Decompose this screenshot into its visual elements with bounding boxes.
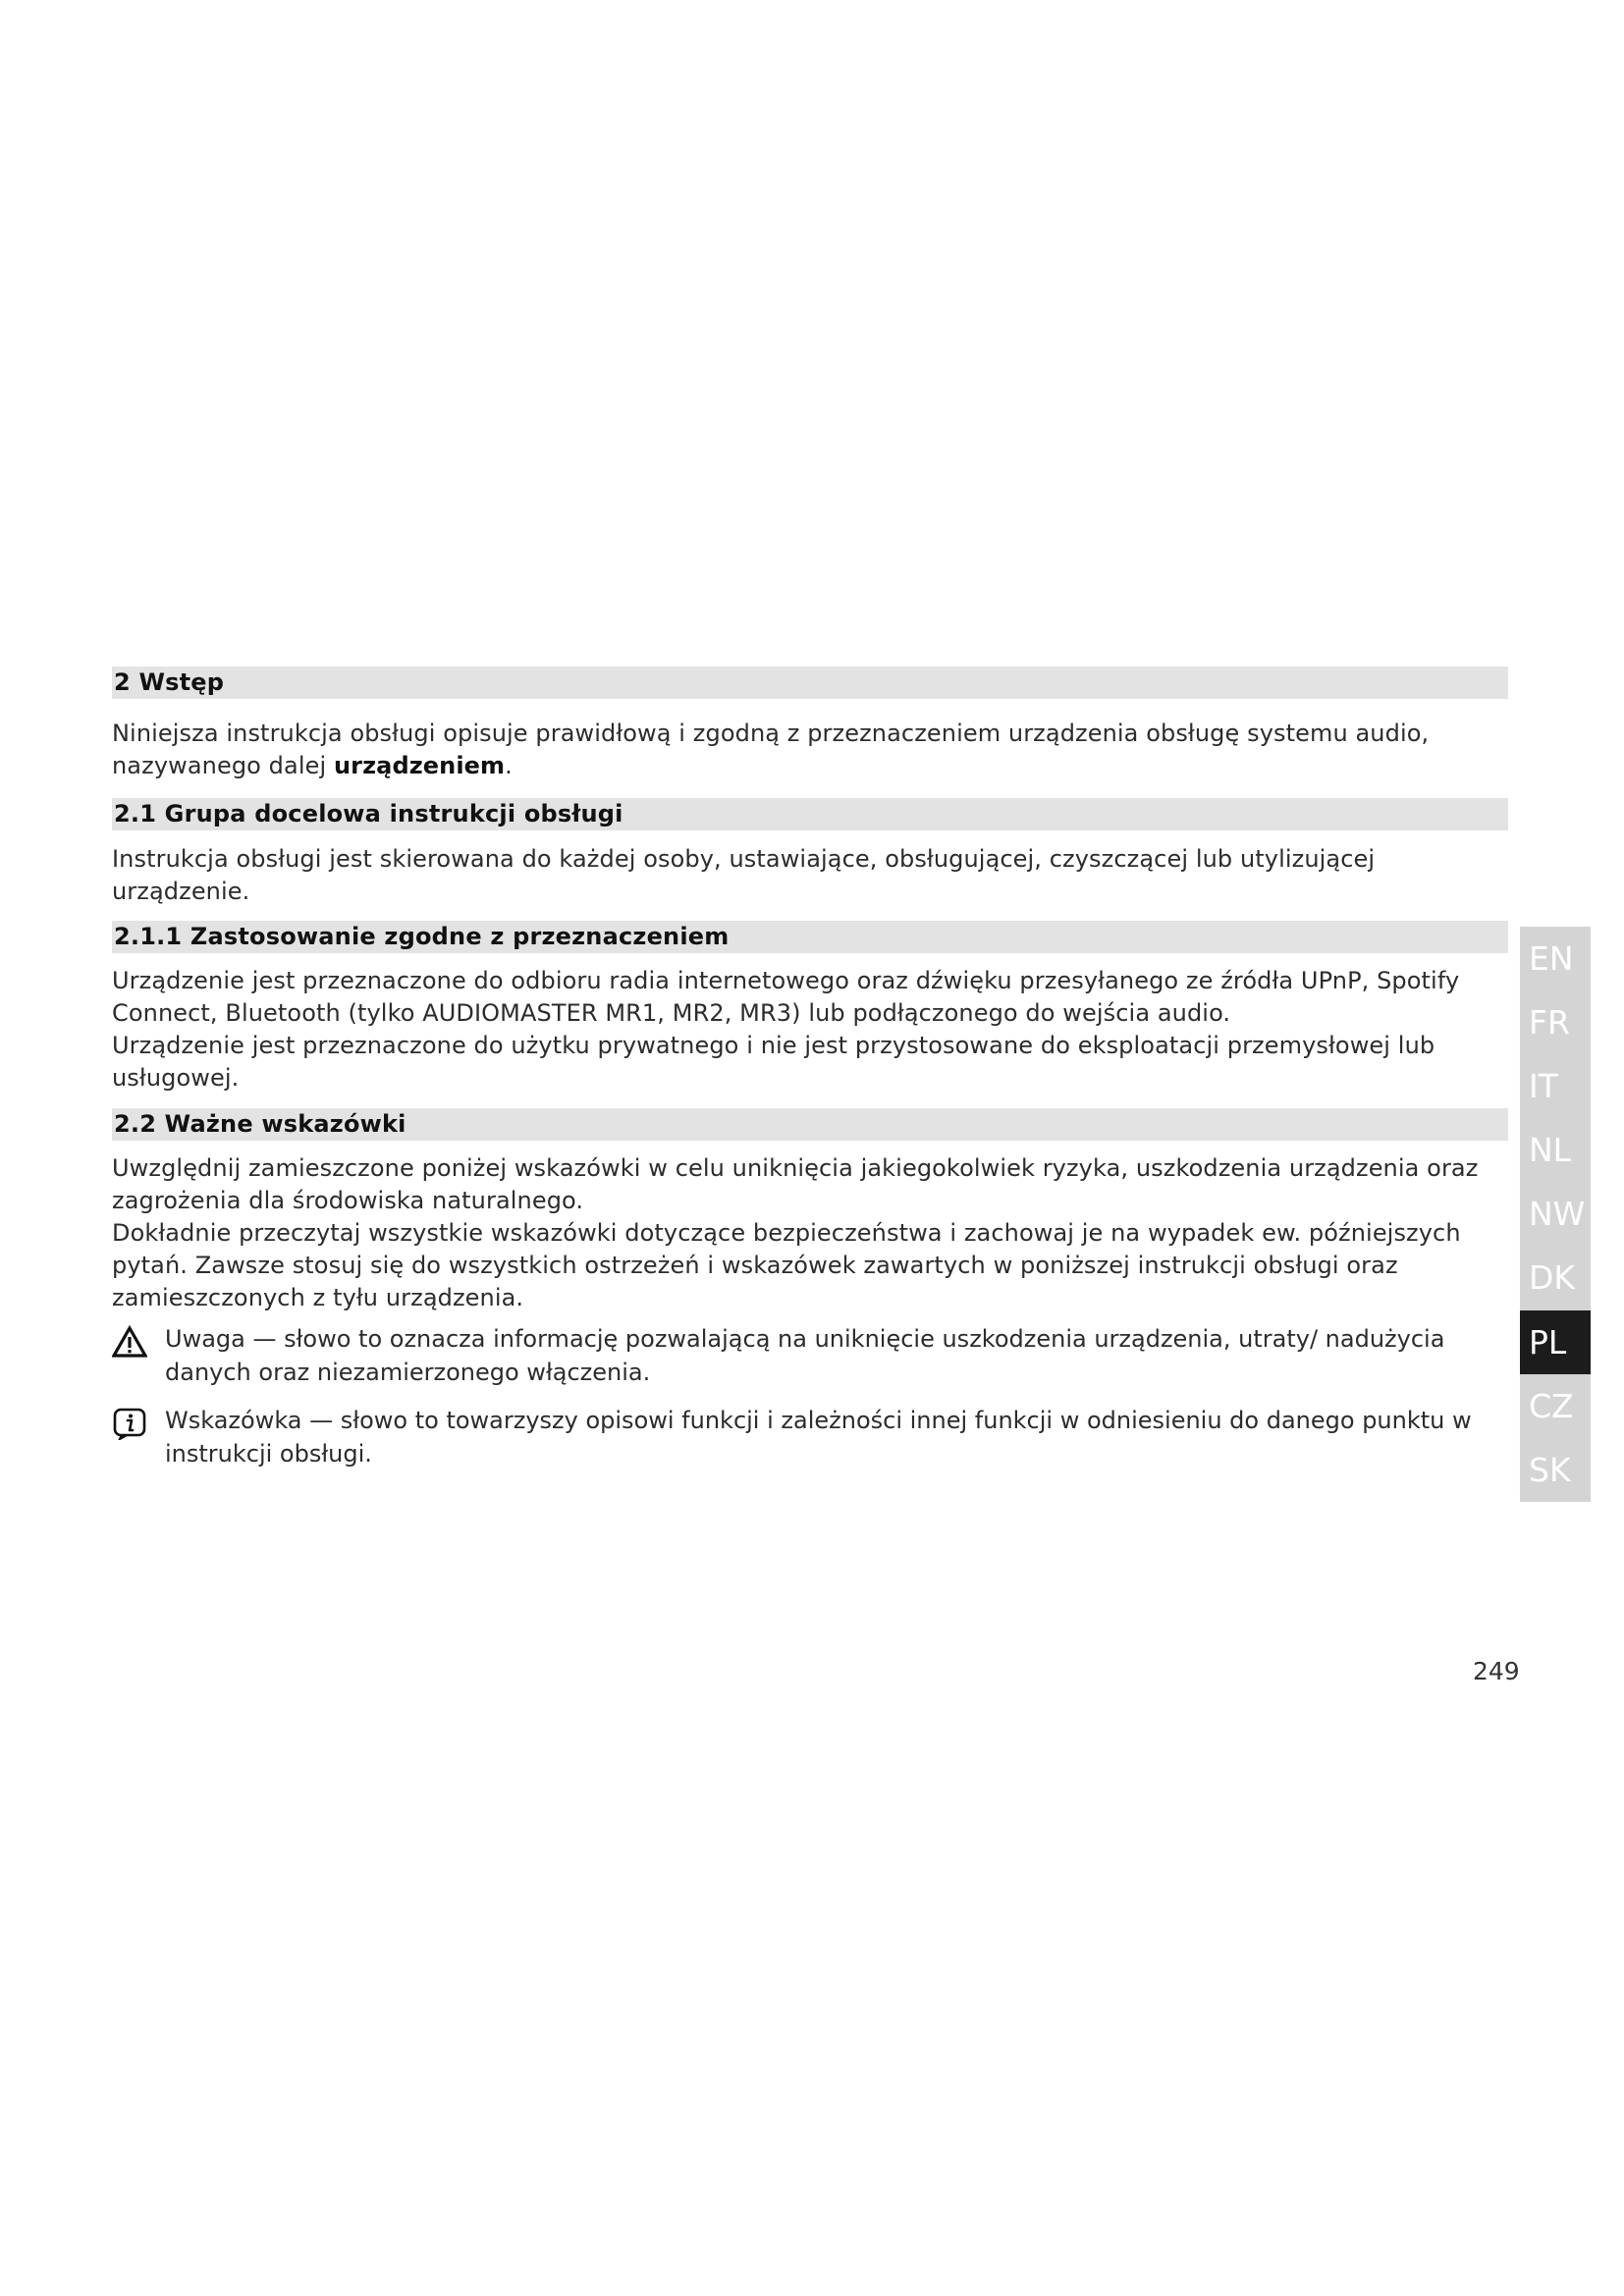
language-tab-fr[interactable]: FR — [1529, 1003, 1570, 1042]
section-heading-2-2: 2.2 Ważne wskazówki — [112, 1108, 1508, 1141]
intro-paragraph — [112, 718, 1508, 782]
intended-use-paragraph-2: Urządzenie jest przeznaczone do użytku prywatnego i nie jest przystosowane do eksploatacji przemysłowej lub usługowej. — [112, 1032, 1435, 1092]
info-note — [112, 1404, 1508, 1470]
intended-use-block — [112, 965, 1508, 1095]
language-tab-nl[interactable]: NL — [1529, 1131, 1572, 1170]
important-notes-paragraph-1: Uwzględnij zamieszczone poniżej wskazówki w celu uniknięcia jakiegokolwiek ryzyka, uszkodzenia urządzenia oraz zagrożenia dla środowiska naturalnego. — [112, 1154, 1479, 1214]
info-icon — [112, 1407, 147, 1440]
language-tab-cz[interactable]: CZ — [1529, 1386, 1574, 1425]
important-notes-block — [112, 1152, 1508, 1314]
important-notes-paragraph-2: Dokładnie przeczytaj wszystkie wskazówki dotyczące bezpieczeństwa i zachowaj je na wypadek ew. późniejszych pytań. Zawsze stosuj się do wszystkich ostrzeżeń i wskazówek zawartych w poniższej instrukcji obsługi oraz zamieszczonych z tyłu urządzenia. — [112, 1219, 1461, 1311]
target-group-paragraph: Instrukcja obsługi jest skierowana do każdej osoby, ustawiające, obsługującej, czyszczącej lub utylizującej urządzenie. — [112, 845, 1376, 905]
warning-triangle-icon — [112, 1325, 147, 1359]
section-heading-2-1-1: 2.1.1 Zastosowanie zgodne z przeznaczeniem — [112, 921, 1508, 953]
document-body — [112, 667, 1508, 1470]
language-tab-sk[interactable]: SK — [1529, 1450, 1571, 1489]
intro-text: Niniejsza instrukcja obsługi opisuje prawidłową i zgodną z przeznaczeniem urządzenia obsługę systemu audio, nazywanego dalej — [112, 720, 1430, 779]
language-tab-bar — [1520, 927, 1591, 1502]
page-number: 249 — [1473, 1657, 1520, 1685]
section-heading-2: 2 Wstęp — [112, 667, 1508, 699]
info-text: Wskazówka — słowo to towarzyszy opisowi funkcji i zależności innej funkcji w odniesieniu do danego punktu w instrukcji obsługi. — [165, 1407, 1472, 1468]
language-tab-pl[interactable]: PL — [1520, 1310, 1591, 1374]
intro-text-end: . — [505, 752, 513, 779]
language-tab-it[interactable]: IT — [1529, 1067, 1558, 1106]
intended-use-paragraph-1: Urządzenie jest przeznaczone do odbioru radia internetowego oraz dźwięku przesyłanego ze źródła UPnP, Spotify Connect, Bluetooth (tylko AUDIOMASTER MR1, MR2, MR3) lub podłączonego do wejścia audio. — [112, 967, 1460, 1027]
language-tab-nw[interactable]: NW — [1529, 1195, 1586, 1234]
section-heading-2-1: 2.1 Grupa docelowa instrukcji obsługi — [112, 798, 1508, 830]
intro-bold-term: urządzeniem — [333, 752, 506, 779]
language-tab-en[interactable]: EN — [1529, 939, 1574, 978]
warning-text: Uwaga — słowo to oznacza informację pozwalającą na uniknięcie uszkodzenia urządzenia, utraty/ nadużycia danych oraz niezamierzonego włączenia. — [165, 1325, 1445, 1386]
warning-note — [112, 1322, 1508, 1389]
language-tab-dk[interactable]: DK — [1529, 1258, 1576, 1298]
